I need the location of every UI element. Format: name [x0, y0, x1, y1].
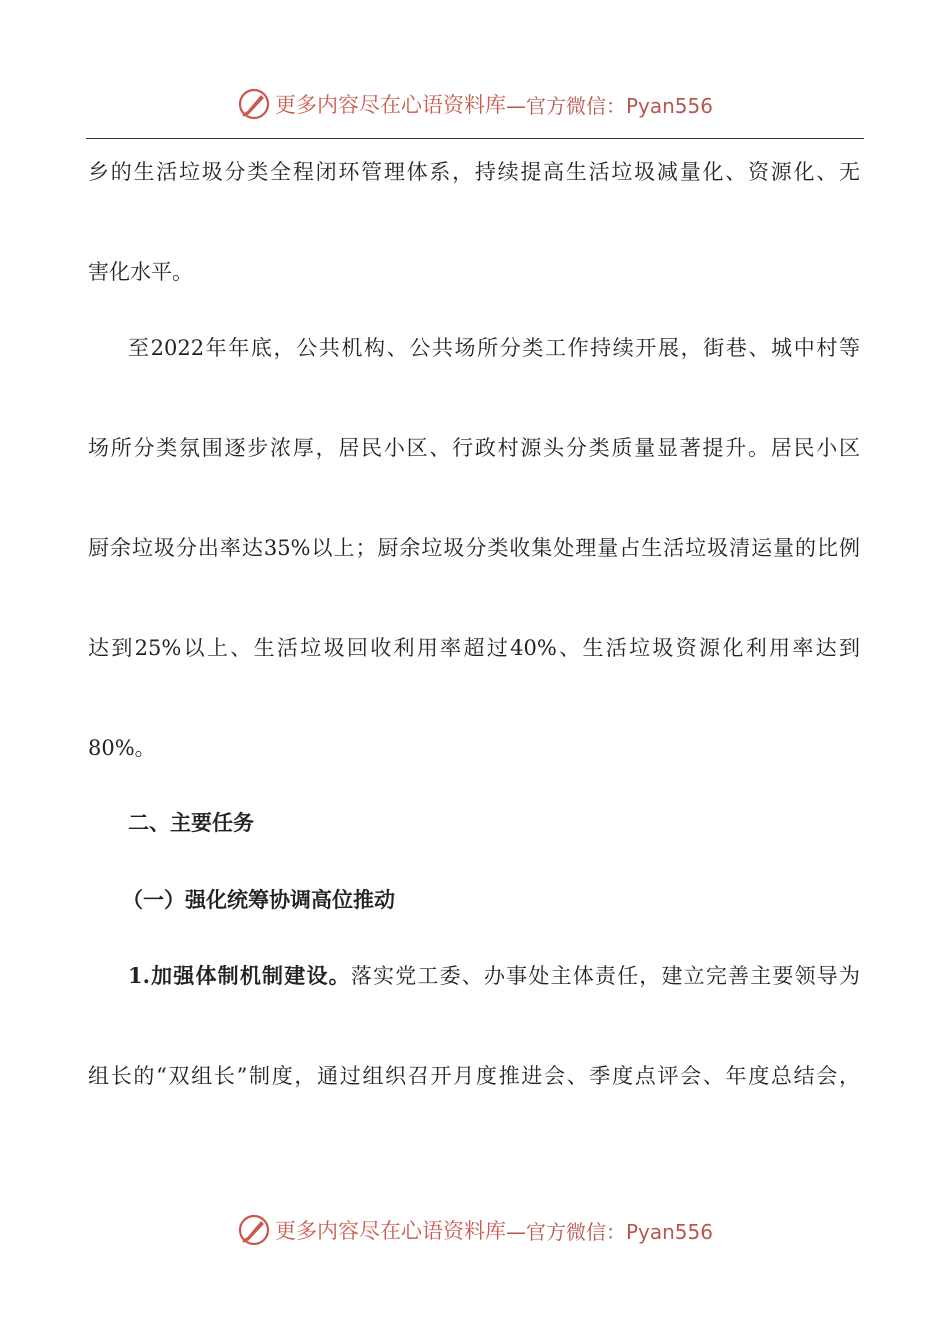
body-line-6: 达到25%以上、生活垃圾回收利用率超过40%、生活垃圾资源化利用率达到 — [88, 636, 860, 660]
body-line-7: 80%。 — [88, 736, 156, 760]
banner-title: 更多内容尽在心语资料库 — [274, 93, 506, 117]
section-heading: 二、主要任务 — [128, 810, 254, 835]
body-line-3: 至2022年年底，公共机构、公共场所分类工作持续开展，街巷、城中村等 — [128, 336, 860, 360]
body-line-4: 场所分类氛围逐步浓厚，居民小区、行政村源头分类质量显著提升。居民小区 — [88, 436, 860, 460]
body-line-8 — [128, 961, 860, 991]
body-line-5: 厨余垃圾分出率达35%以上；厨余垃圾分类收集处理量占生活垃圾清运量的比例 — [88, 536, 860, 560]
banner-wechat: —官方微信：Pyan556 — [505, 1219, 713, 1244]
body-line-1: 乡的生活垃圾分类全程闭环管理体系，持续提高生活垃圾减量化、资源化、无 — [88, 160, 860, 184]
footer-banner — [0, 1210, 950, 1250]
body-line-2: 害化水平。 — [88, 260, 193, 284]
item-text: 落实党工委、办事处主体责任，建立完善主要领导为 — [350, 964, 860, 988]
header-banner — [0, 84, 950, 124]
banner-wechat: —官方微信：Pyan556 — [505, 93, 713, 118]
quill-logo-icon — [237, 1213, 271, 1247]
quill-logo-icon — [237, 87, 271, 121]
subsection-heading: （一）强化统筹协调高位推动 — [122, 887, 395, 912]
body-line-9: 组长的“双组长”制度，通过组织召开月度推进会、季度点评会、年度总结会， — [88, 1064, 860, 1088]
header-divider — [86, 138, 864, 139]
item-title: 1.加强体制机制建设。 — [128, 963, 351, 988]
banner-title: 更多内容尽在心语资料库 — [274, 1219, 506, 1243]
